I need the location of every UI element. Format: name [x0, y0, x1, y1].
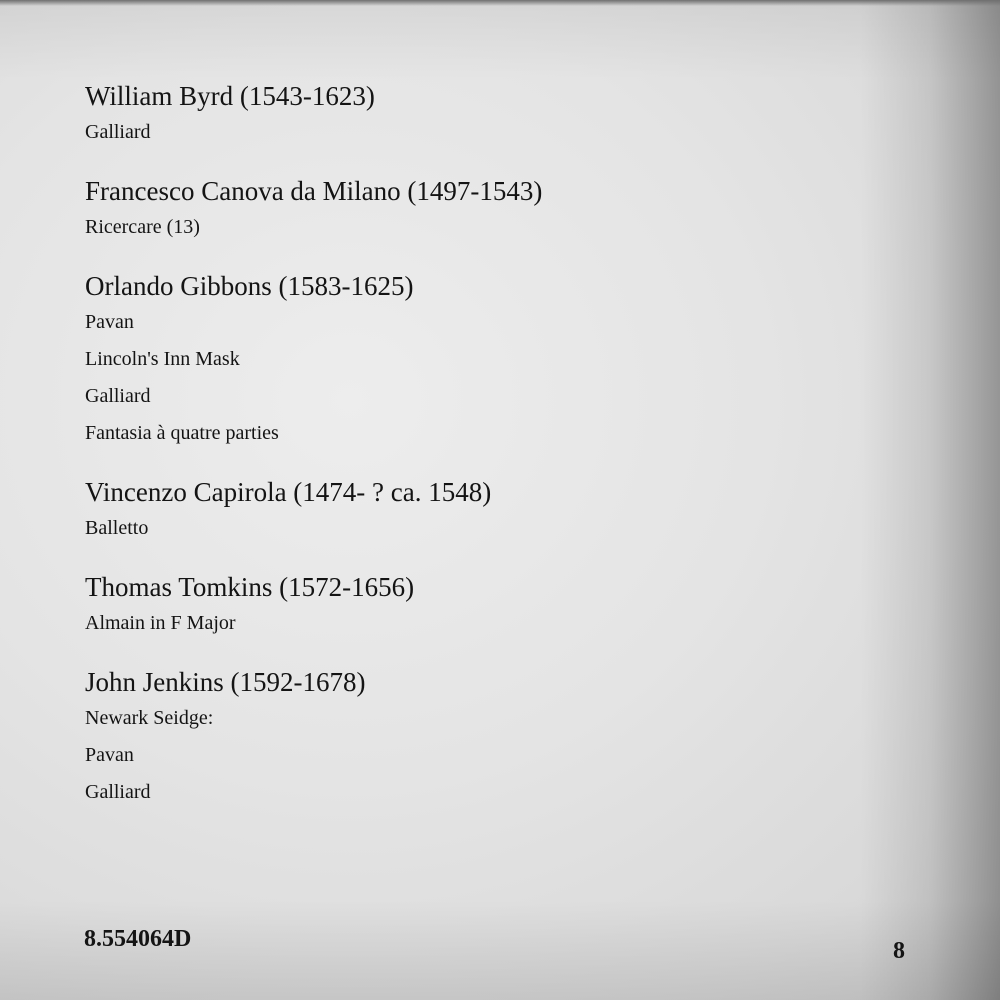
- page-number: 8: [893, 938, 905, 964]
- composer-list: [85, 78, 885, 833]
- composer-name: Vincenzo Capirola (1474- ? ca. 1548): [85, 477, 492, 507]
- composer-name: Orlando Gibbons (1583-1625): [85, 271, 414, 301]
- work-title: Pavan: [85, 311, 134, 333]
- composer-block-jenkins: [85, 664, 885, 811]
- composer-name: Francesco Canova da Milano (1497-1543): [85, 176, 543, 206]
- composer-block-tomkins: [85, 569, 885, 642]
- work-title: Lincoln's Inn Mask: [85, 348, 240, 370]
- composer-name: William Byrd (1543-1623): [85, 81, 375, 111]
- work-title: Ricercare (13): [85, 216, 200, 238]
- composer-name: John Jenkins (1592-1678): [85, 667, 366, 697]
- work-title: Newark Seidge:: [85, 707, 214, 729]
- composer-block-byrd: [85, 78, 885, 151]
- work-title: Fantasia à quatre parties: [85, 422, 279, 444]
- composer-block-capirola: [85, 474, 885, 547]
- work-title: Almain in F Major: [85, 612, 236, 634]
- work-title: Galliard: [85, 781, 151, 803]
- work-title: Galliard: [85, 121, 151, 143]
- work-title: Galliard: [85, 385, 151, 407]
- composer-name: Thomas Tomkins (1572-1656): [85, 572, 415, 602]
- catalog-number: 8.554064D: [84, 926, 192, 952]
- work-title: Pavan: [85, 744, 134, 766]
- work-title: Balletto: [85, 517, 149, 539]
- page-top-edge: [0, 0, 1000, 6]
- composer-block-canova: [85, 173, 885, 246]
- composer-block-gibbons: [85, 268, 885, 452]
